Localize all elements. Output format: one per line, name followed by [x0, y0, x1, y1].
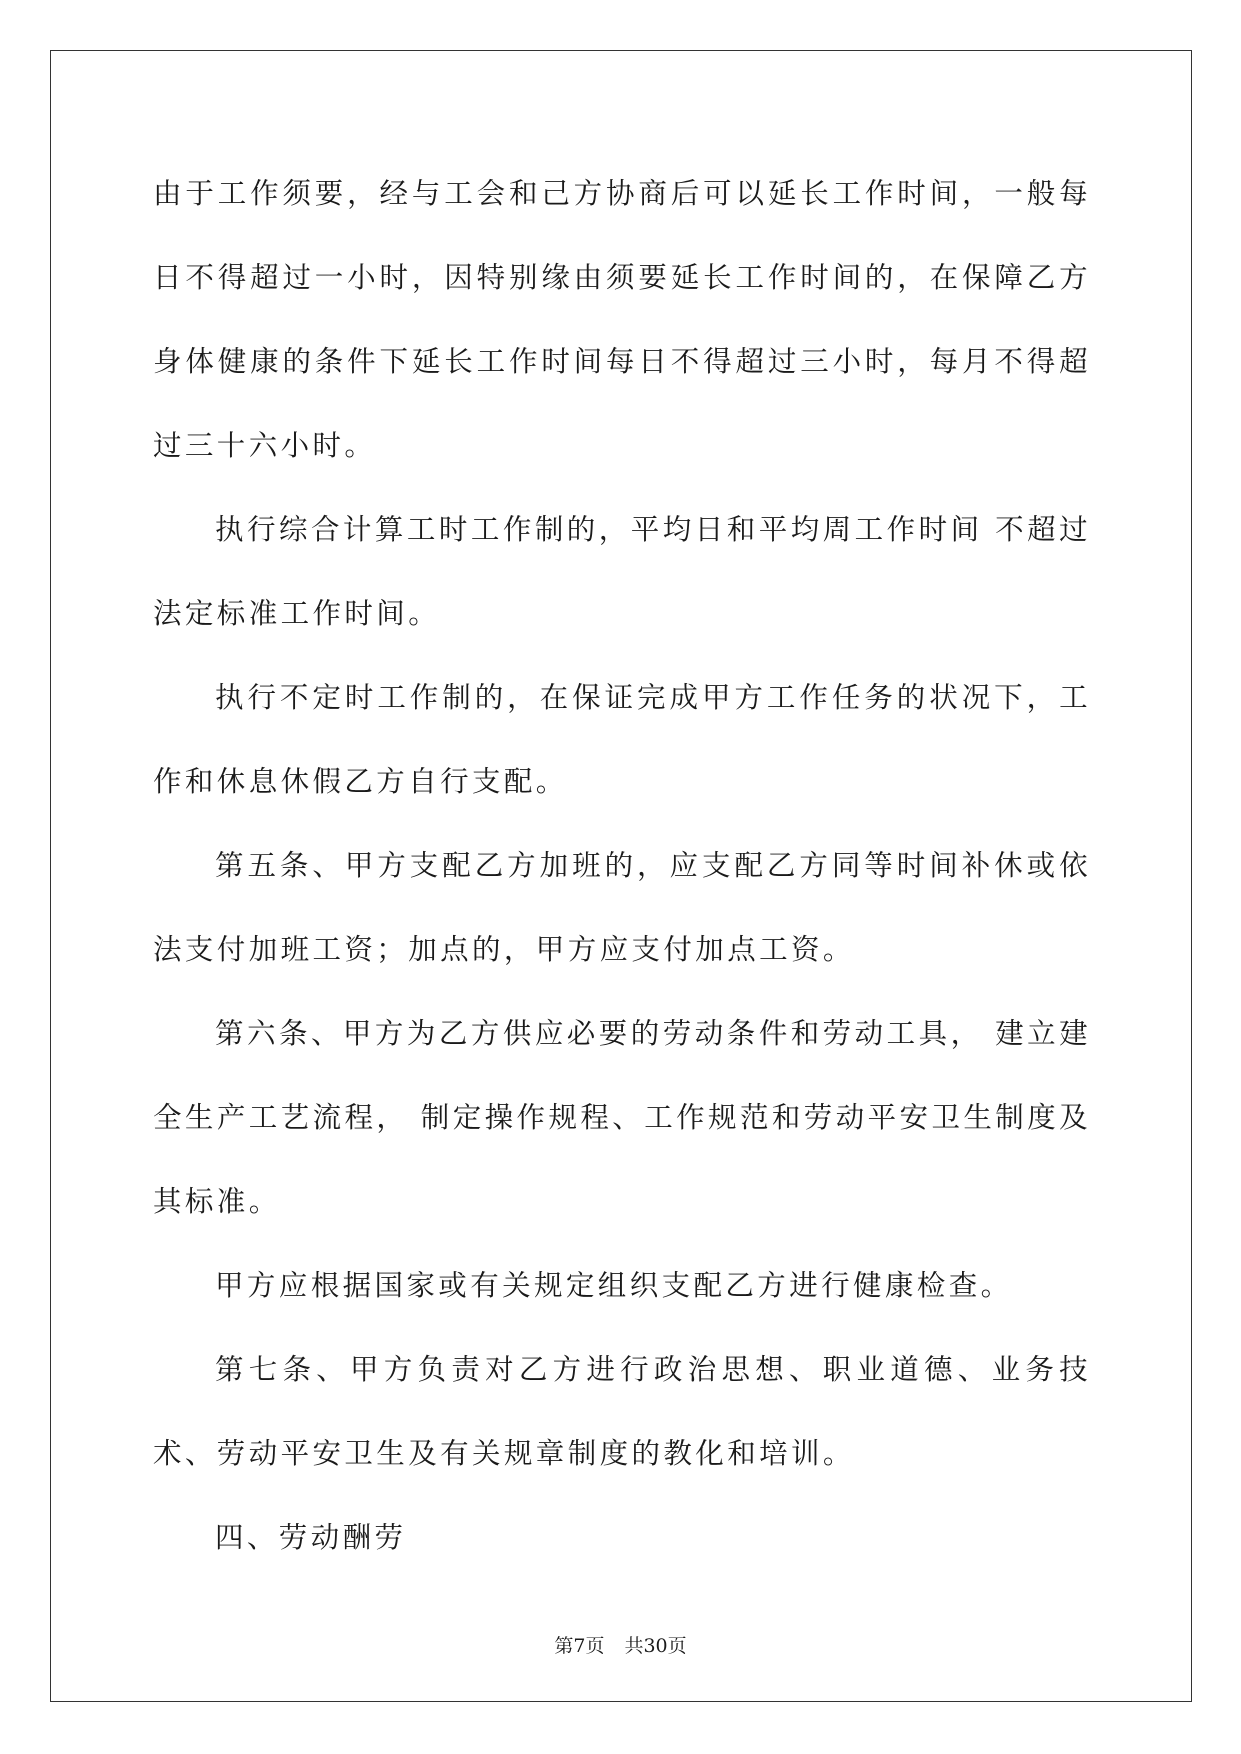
page-footer [0, 1631, 1241, 1658]
paragraph: 第六条、甲方为乙方供应必要的劳动条件和劳动工具， 建立建全生产工艺流程， 制定操作规程、工作规范和劳动平安卫生制度及其标准。 [153, 1017, 1091, 1218]
paragraph: 甲方应根据国家或有关规定组织支配乙方进行健康检查。 [215, 1269, 1013, 1302]
paragraph: 执行综合计算工时工作制的，平均日和平均周工作时间 不超过法定标准工作时间。 [153, 513, 1091, 630]
paragraph: 第七条、甲方负责对乙方进行政治思想、职业道德、业务技术、劳动平安卫生及有关规章制度的教化和培训。 [153, 1353, 1091, 1470]
paragraph: 由于工作须要，经与工会和己方协商后可以延长工作时间，一般每日不得超过一小时，因特别缘由须要延长工作时间的，在保障乙方身体健康的条件下延长工作时间每日不得超过三小时，每月不得超过三十六小时。 [153, 177, 1091, 462]
paragraph: 第五条、甲方支配乙方加班的，应支配乙方同等时间补休或依法支付加班工资；加点的，甲方应支付加点工资。 [153, 849, 1091, 966]
document-body [153, 152, 1091, 1580]
page-number: 第7页 [554, 1635, 605, 1657]
page-total: 共30页 [624, 1635, 687, 1657]
paragraph: 执行不定时工作制的，在保证完成甲方工作任务的状况下，工作和休息休假乙方自行支配。 [153, 681, 1091, 798]
section-heading: 四、劳动酬劳 [215, 1521, 407, 1554]
